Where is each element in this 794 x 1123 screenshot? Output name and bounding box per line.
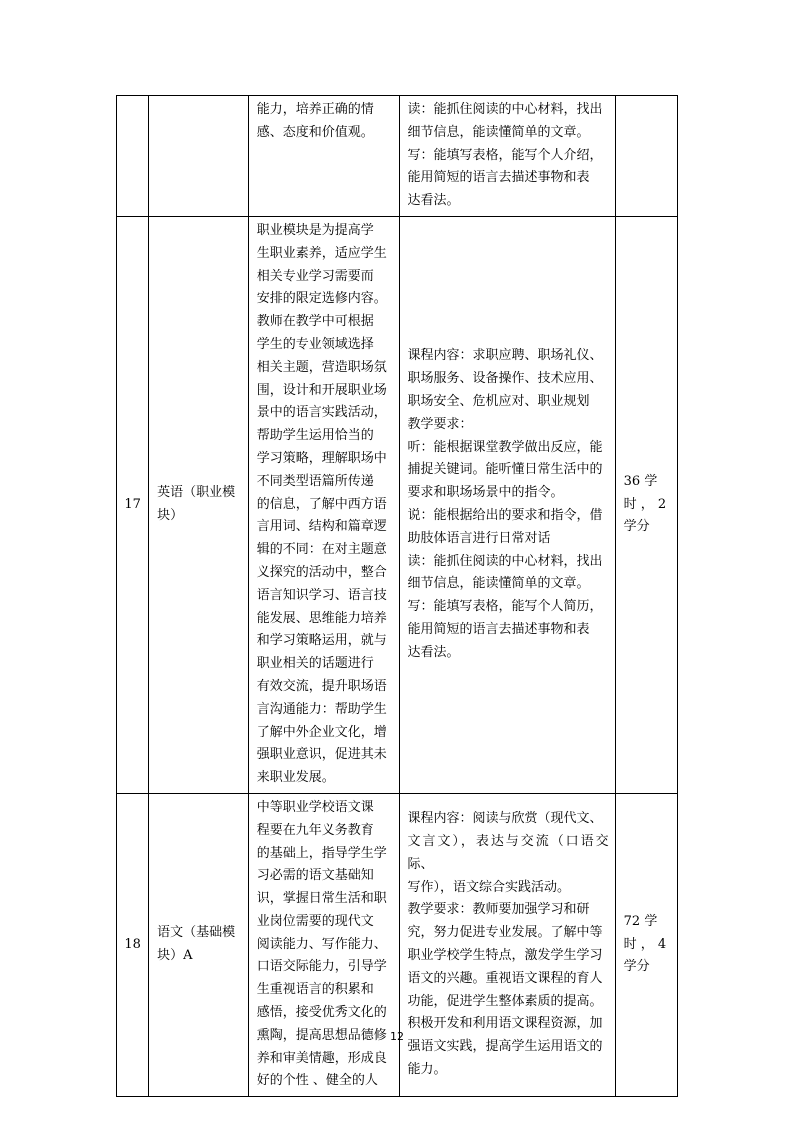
course-goal-cell bbox=[248, 96, 399, 217]
course-goal-text: 职业模块是为提高学 生职业素养，适应学生 相关专业学习需要而 安排的限定选修内容。 教师在教学中可根据 学生的专业领域选择 相关主题，营造职场氛 围，设计和开展职业场 景中的语言实践活动， 帮助学生运用恰当的 学习策略，理解职场中 不同类型语篇所传递 的信息，了解中西方语 言用词、结构和篇章逻 辑的不同：在对主题意 义探究的活动中，整合 语言知识学习、语言技 能发展、思维能力培养 和学习策略运用，就与 职业相关的话题进行 有效交流，提升职场语 言沟通能力：帮助学生 了解中外企业文化，增 强职业意识，促进其未 来职业发展。 bbox=[256, 222, 387, 786]
course-goal-cell bbox=[248, 216, 399, 793]
course-content-text: 读：能抓住阅读的中心材料，找出 细节信息，能读懂简单的文章。 写：能填写表格，能写个人介绍， 能用简短的语言去描述事物和表 达看法。 bbox=[407, 102, 603, 209]
curriculum-table bbox=[116, 95, 678, 1097]
course-index-cell bbox=[117, 216, 149, 793]
course-content-text: 课程内容：阅读与欣赏（现代文、 文言文），表达与交流（口语交际、 写作），语文综合实践活动。 教学要求：教师要加强学习和研 究，努力促进专业发展。了解中等 职业学校学生特点，激发学生学习 语文的兴趣。重视语文课程的育人 功能，促进学生整体素质的提高。 积极开发和利用语文课程资源，加 强语文实践，提高学生运用语文的 能力。 bbox=[407, 811, 609, 1078]
course-name: 语文（基础模块）A bbox=[157, 925, 236, 964]
table-row bbox=[117, 793, 678, 1096]
course-content-text: 课程内容：求职应聘、职场礼仪、 职场服务、设备操作、技术应用、 职场安全、危机应对、职业规划 教学要求： 听：能根据课堂教学做出反应，能 捕捉关键词。能听懂日常生活中的 要求和职场场景中的指令。 说：能根据给出的要求和指令，借 助肢体语言进行日常对话 读：能抓住阅读的中心材料，找出 细节信息，能读懂简单的文章。 写：能填写表格，能写个人简历， 能用简短的语言去描述事物和表 达看法。 bbox=[407, 348, 603, 660]
course-name-cell bbox=[149, 216, 249, 793]
course-content-cell bbox=[399, 216, 615, 793]
course-content-cell bbox=[399, 96, 615, 217]
course-name: 英语（职业模块） bbox=[157, 485, 236, 523]
course-hours-cell bbox=[615, 96, 677, 217]
course-hours: 72 学 时 ， 4 学分 bbox=[623, 913, 667, 975]
course-index-cell bbox=[117, 793, 149, 1096]
course-content-cell bbox=[399, 793, 615, 1096]
table-row bbox=[117, 96, 678, 217]
course-index: 18 bbox=[124, 936, 141, 952]
course-name-cell bbox=[149, 793, 249, 1096]
course-goal-cell bbox=[248, 793, 399, 1096]
course-goal-text: 中等职业学校语文课 程要在九年义务教育 的基础上，指导学生学 习必需的语文基础知 识，掌握日常生活和职 业岗位需要的现代文 阅读能力、写作能力、 口语交际能力，引导学 生重视语言的积累和 感悟，接受优秀文化的 熏陶，提高思想品德修 养和审美情趣，形成良 好的个性 、健全的人 bbox=[256, 799, 387, 1089]
course-hours-cell bbox=[615, 793, 677, 1096]
course-goal-text: 能力，培养正确的情 感、态度和价值观。 bbox=[256, 102, 374, 140]
course-index-cell bbox=[117, 96, 149, 217]
course-index: 17 bbox=[124, 496, 141, 512]
course-name-cell bbox=[149, 96, 249, 217]
course-hours: 36 学 时 ， 2 学分 bbox=[623, 473, 667, 535]
course-hours-cell bbox=[615, 216, 677, 793]
table-row bbox=[117, 216, 678, 793]
page-number: 12 bbox=[390, 1030, 404, 1043]
